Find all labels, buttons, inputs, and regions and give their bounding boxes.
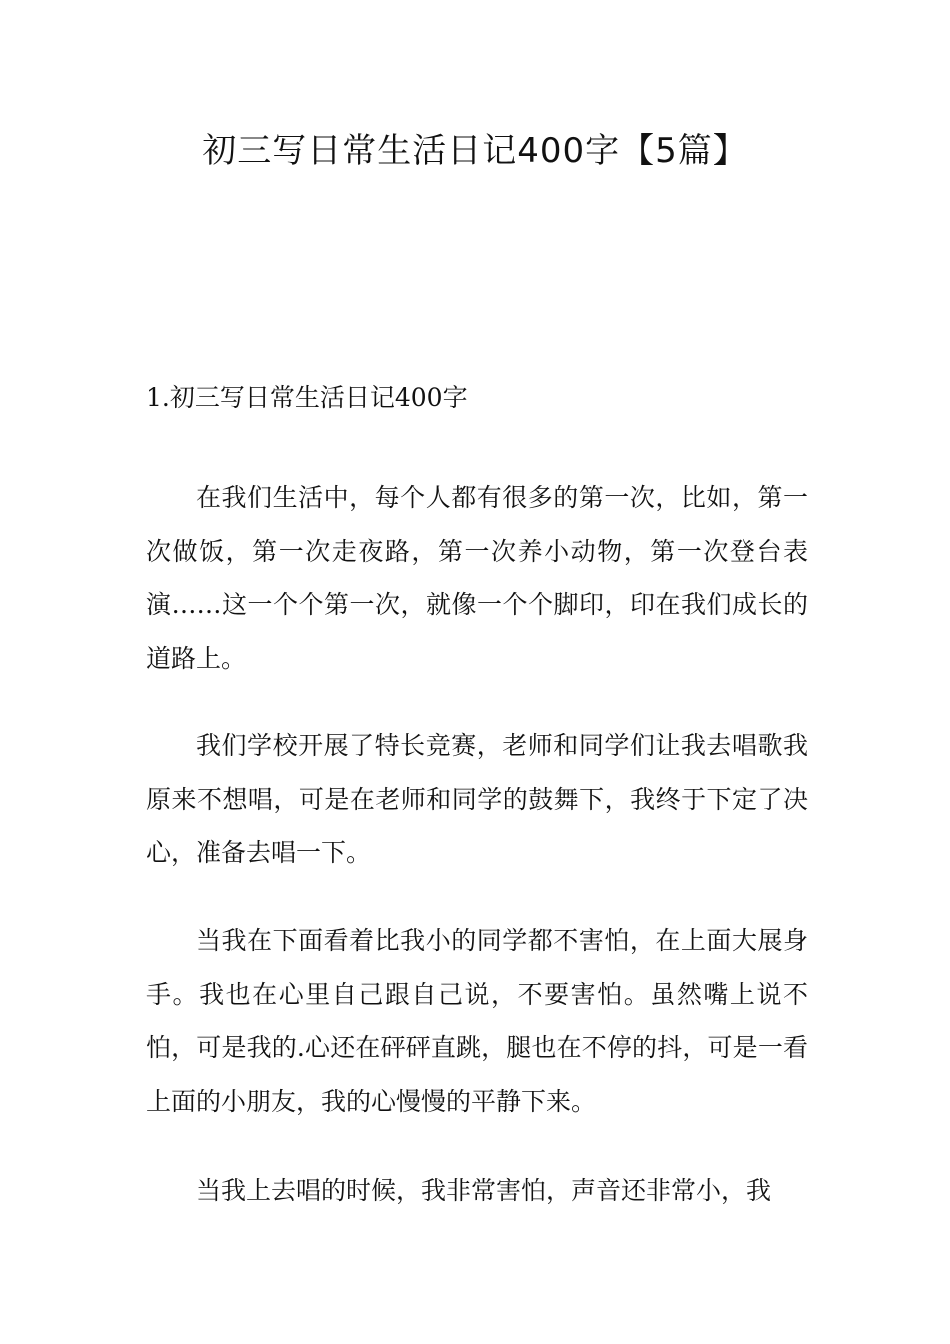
paragraph: 当我上去唱的时候，我非常害怕，声音还非常小，我	[196, 1176, 772, 1205]
paragraph: 在我们生活中，每个人都有很多的第一次，比如，第一次做饭，第一次走夜路，第一次养小动物，第一次登台表演……这一个个第一次，就像一个个脚印，印在我们成长的道路上。	[146, 483, 808, 674]
section-heading: 1.初三写日常生活日记400字	[146, 383, 468, 412]
paragraph: 我们学校开展了特长竞赛，老师和同学们让我去唱歌我原来不想唱，可是在老师和同学的鼓舞下，我终于下定了决心，准备去唱一下。	[146, 731, 808, 868]
paragraph: 当我在下面看着比我小的同学都不害怕，在上面大展身手。我也在心里自己跟自己说，不要害怕。虽然嘴上说不怕，可是我的.心还在砰砰直跳，腿也在不停的抖，可是一看上面的小朋友，我的心慢慢的平静下来。	[146, 926, 808, 1117]
document-title: 初三写日常生活日记400字【5篇】	[202, 131, 748, 171]
